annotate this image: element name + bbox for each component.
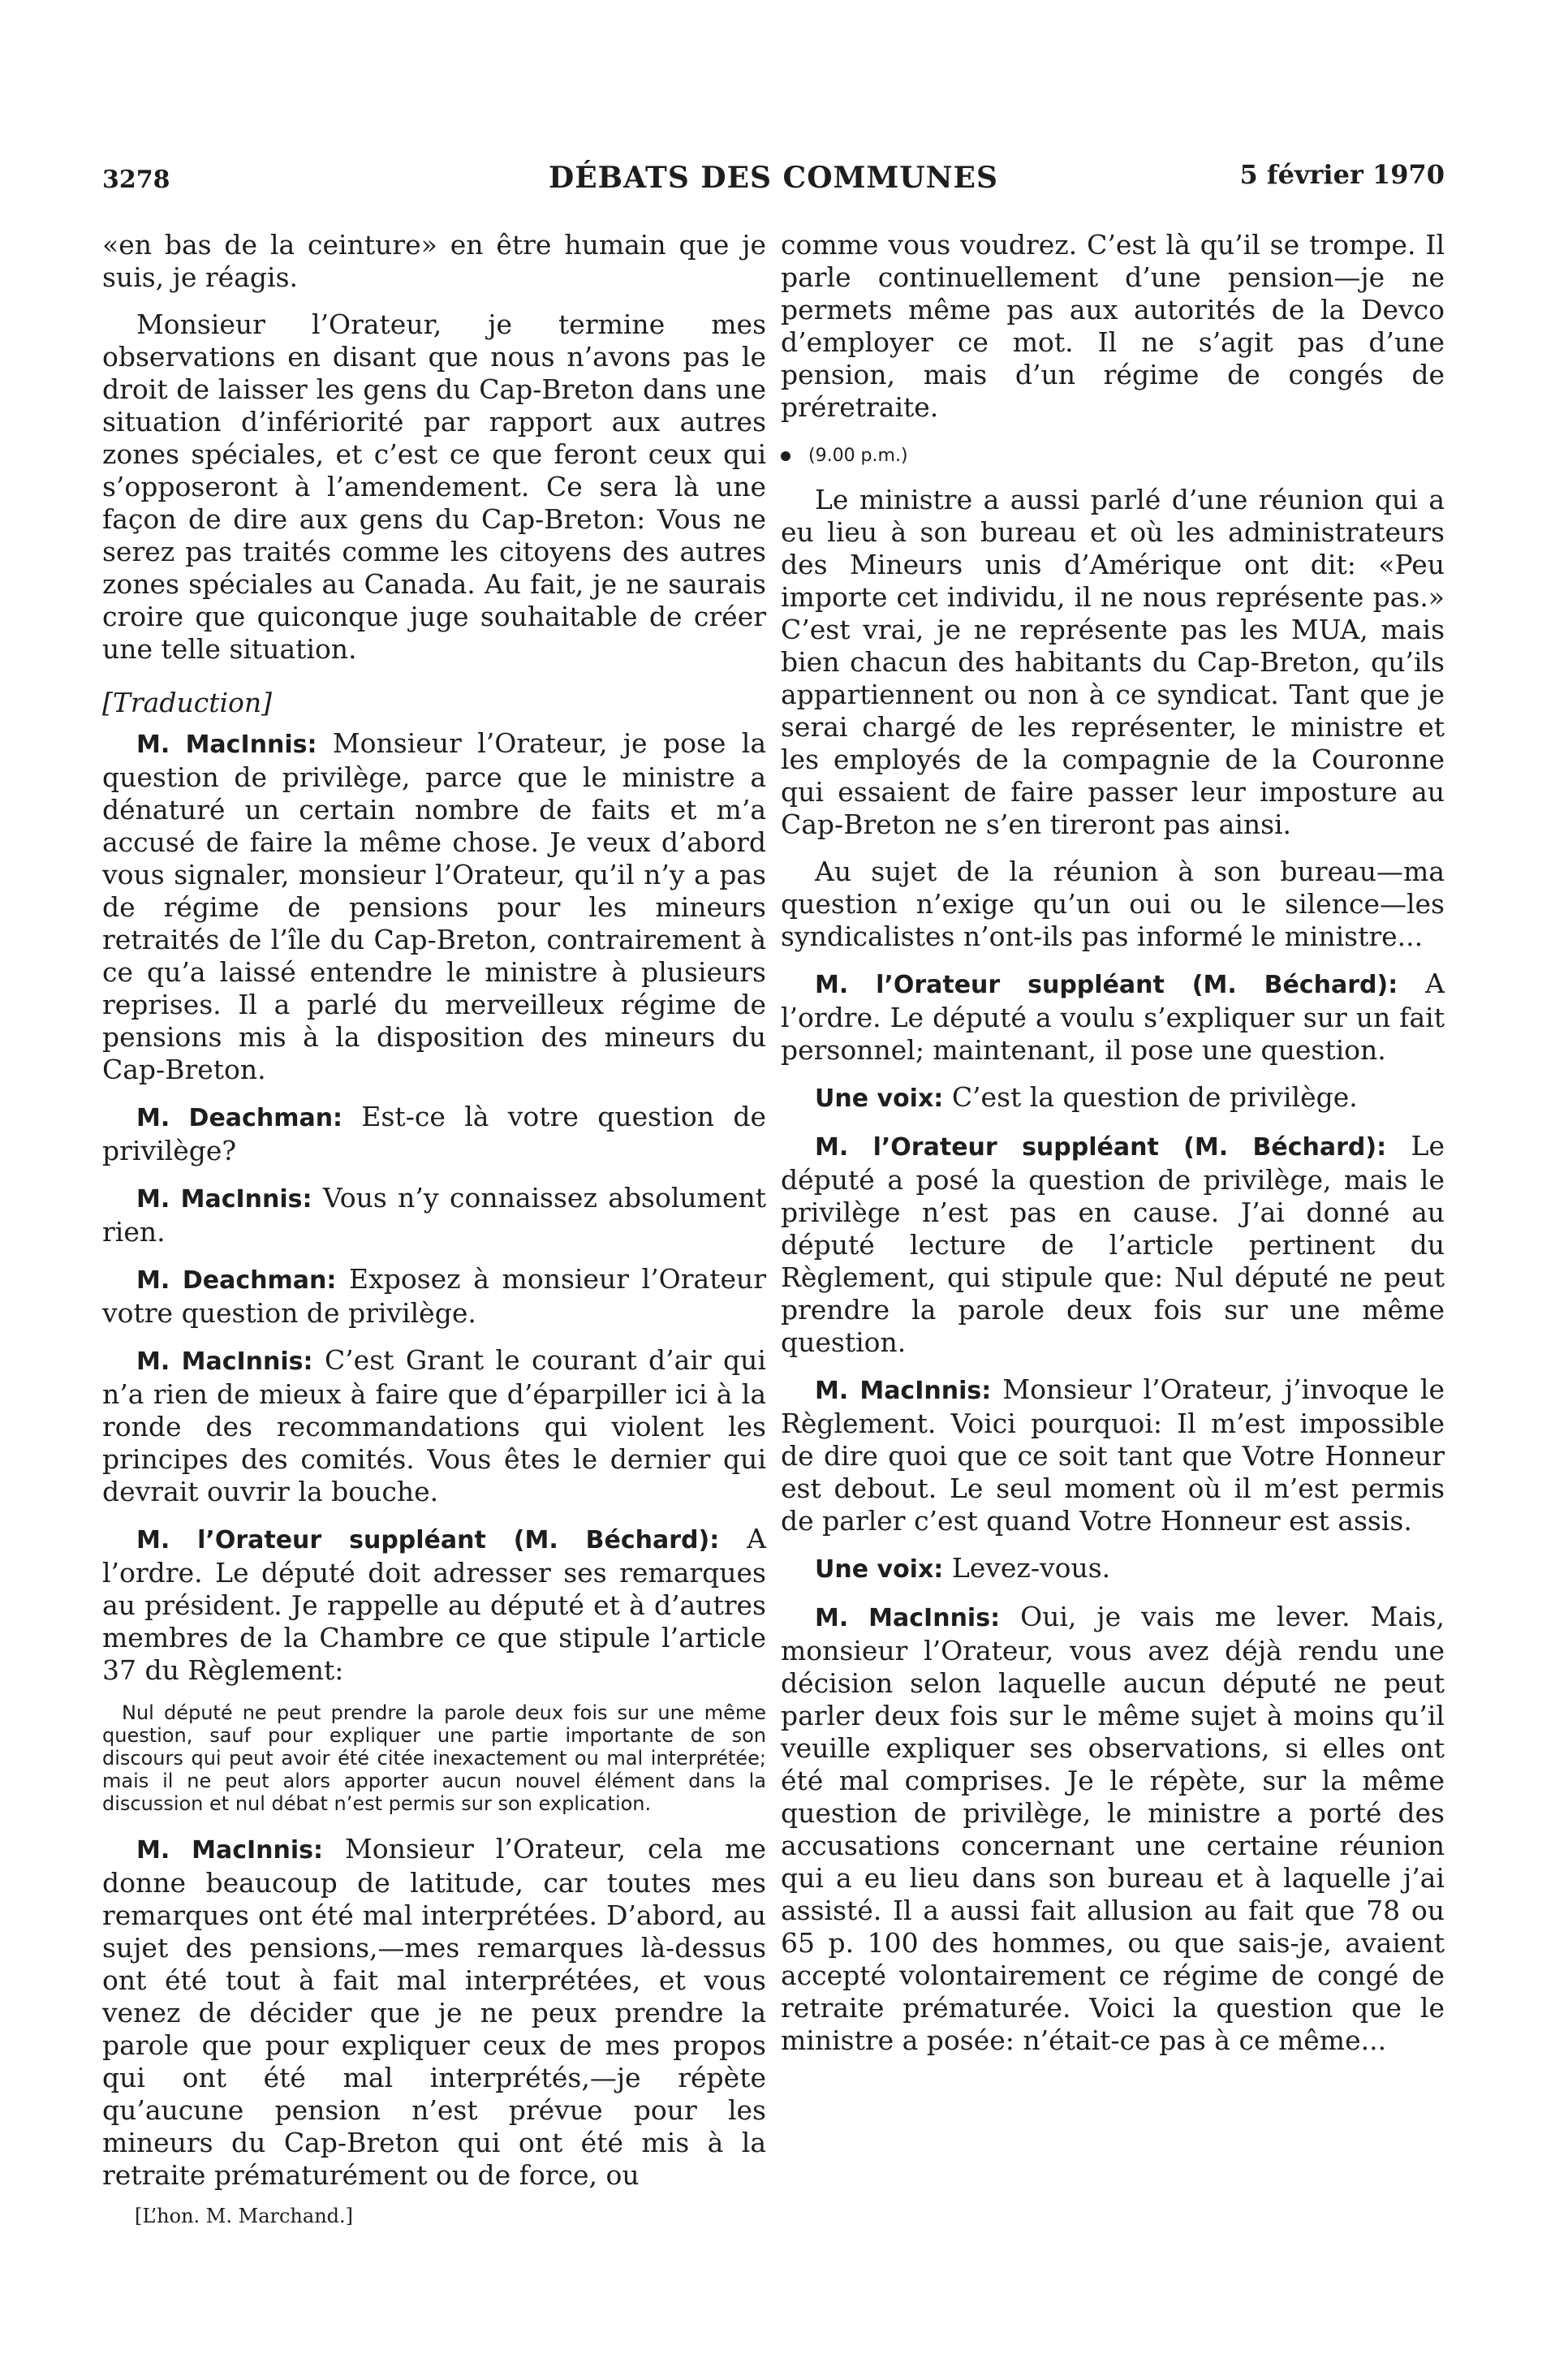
- section-label: [Traduction]: [102, 687, 273, 718]
- speaker: M. Deachman:: [136, 1266, 337, 1295]
- speaker: M. MacInnis:: [136, 1185, 312, 1214]
- speech: [102, 1263, 766, 1330]
- speech-text: A l’ordre. Le député doit adresser ses remarques au président. Je rappelle au député et à d’autres membres de la Chambre ce que stipule l’article 37 du Règlement:: [102, 1523, 766, 1686]
- speaker: M. MacInnis:: [136, 731, 317, 759]
- time-marker: [781, 440, 1445, 472]
- speech: [102, 1344, 766, 1508]
- speech-text: Exposez à monsieur l’Orateur votre question de privilège.: [102, 1263, 767, 1329]
- speaker: M. Deachman:: [136, 1104, 343, 1132]
- speech: [102, 1523, 766, 1687]
- paragraph: Au sujet de la réunion à son bureau—ma question n’exige qu’un oui ou le silence—les syndicalistes n’ont-ils pas informé le ministre...: [781, 856, 1445, 952]
- speaker: M. l’Orateur suppléant (M. Béchard):: [815, 1133, 1387, 1162]
- speech: [102, 727, 766, 1086]
- speech: [102, 1833, 766, 2192]
- speech: [781, 968, 1445, 1067]
- page-footer: [L’hon. M. Marchand.]: [135, 2205, 354, 2227]
- speech-text: Monsieur l’Orateur, je pose la question de privilège, parce que le ministre a dénaturé un certain nombre de faits et m’a accusé de faire la même chose. Je veux d’abord vous signaler, monsieur l’Orateur, qu’il n’y a pas de régime de pensions pour les mineurs retraités de l’île du Cap-Breton, contrairement à ce qu’a laissé entendre le ministre à plusieurs reprises. Il a parlé du merveilleux régime de pensions mis à la disposition des mineurs du Cap-Breton.: [102, 727, 767, 1085]
- speech: [102, 1182, 766, 1248]
- speech-text: Vous n’y connaissez absolument rien.: [102, 1182, 766, 1248]
- bullet-icon: [781, 451, 790, 461]
- page-header: [102, 159, 1445, 208]
- left-column: [102, 229, 766, 2206]
- page-number: 3278: [102, 166, 170, 194]
- speech: [781, 1373, 1445, 1537]
- speaker: Une voix:: [815, 1084, 944, 1113]
- speech: [102, 1101, 766, 1167]
- page-date: 5 février 1970: [1239, 159, 1445, 190]
- speech: [781, 1130, 1445, 1359]
- speech-text: Monsieur l’Orateur, j’invoque le Règlement. Voici pourquoi: Il m’est impossible de dire quoi que ce soit tant que Votre Honneur est debout. Le seul moment où il m’est permis de parler c’est quand Votre Honneur est assis.: [781, 1373, 1445, 1537]
- speech: [781, 1552, 1445, 1586]
- paragraph: Le ministre a aussi parlé d’une réunion qui a eu lieu à son bureau et où les administrateurs des Mineurs unis d’Amérique ont dit: «Peu importe cet individu, il ne nous représente pas.» C’est vrai, je ne représente pas les MUA, mais bien chacun des habitants du Cap-Breton, qu’ils appartiennent ou non à ce syndicat. Tant que je serai chargé de les représenter, le ministre et les employés de la compagnie de la Couronne qui essaient de faire passer leur imposture au Cap-Breton ne s’en tireront pas ainsi.: [781, 484, 1445, 840]
- speech: [781, 1601, 1445, 2057]
- paragraph: «en bas de la ceinture» en être humain que je suis, je réagis.: [102, 229, 766, 293]
- speaker: M. MacInnis:: [815, 1377, 992, 1405]
- speech-text: Levez-vous.: [951, 1552, 1111, 1584]
- paragraph: Monsieur l’Orateur, je termine mes observations en disant que nous n’avons pas le droit de laisser les gens du Cap-Breton dans une situation d’infériorité par rapport aux autres zones spéciales, et c’est ce que feront ceux qui s’opposeront à l’amendement. Ce sera là une façon de dire aux gens du Cap-Breton: Vous ne serez pas traités comme les citoyens des autres zones spéciales au Canada. Au fait, je ne saurais croire que quiconque juge souhaitable de créer une telle situation.: [102, 308, 766, 665]
- speech: [781, 1081, 1445, 1115]
- speaker: M. l’Orateur suppléant (M. Béchard):: [136, 1526, 720, 1554]
- time-text: (9.00 p.m.): [808, 446, 908, 466]
- page-title: DÉBATS DES COMMUNES: [548, 161, 998, 195]
- speaker: M. l’Orateur suppléant (M. Béchard):: [815, 971, 1398, 999]
- speech-text: Le député a posé la question de privilège, mais le privilège n’est pas en cause. J’ai donné au député lecture de l’article pertinent du Règlement, qui stipule que: Nul député ne peut prendre la parole deux fois sur une même question.: [781, 1130, 1445, 1358]
- speech-text: A l’ordre. Le député a voulu s’expliquer sur un fait personnel; maintenant, il pose une question.: [781, 968, 1445, 1066]
- speaker: M. MacInnis:: [136, 1836, 324, 1865]
- speech-text: Oui, je vais me lever. Mais, monsieur l’Orateur, vous avez déjà rendu une décision selon laquelle aucun député ne peut parler deux fois sur le même sujet à moins qu’il veuille expliquer ses observations, si elles ont été mal comprises. Je le répète, sur la même question de privilège, le ministre a porté des accusations concernant une certaine réunion qui a eu lieu dans son bureau et à laquelle j’ai assisté. Il a aussi fait allusion au fait que 78 ou 65 p. 100 des hommes, ou que sais-je, avaient accepté volontairement ce régime de congé de retraite prématurée. Voici la question que le ministre a posée: n’était-ce pas à ce même...: [781, 1601, 1445, 2056]
- speech-text: Est-ce là votre question de privilège?: [102, 1101, 766, 1166]
- speech-text: C’est Grant le courant d’air qui n’a rien de mieux à faire que d’éparpiller ici à la ronde des recommandations qui violent les principes des comités. Vous êtes le dernier qui devrait ouvrir la bouche.: [102, 1344, 766, 1507]
- speaker: M. MacInnis:: [815, 1604, 1001, 1632]
- paragraph: comme vous voudrez. C’est là qu’il se trompe. Il parle continuellement d’une pension—je ne permets même pas aux autorités de la Devco d’employer ce mot. Il ne s’agit pas d’une pension, mais d’un régime de congés de préretraite.: [781, 229, 1445, 423]
- right-column: [781, 229, 1445, 2072]
- speaker: M. MacInnis:: [136, 1347, 313, 1376]
- speaker: Une voix:: [815, 1555, 944, 1584]
- speech-text: C’est la question de privilège.: [951, 1081, 1358, 1113]
- rule-quote: Nul député ne peut prendre la parole deux fois sur une même question, sauf pour expliquer une partie importante de son discours qui peut avoir été citée inexactement ou mal interprétée; mais il ne peut alors apporter aucun nouvel élément dans la discussion et nul débat n’est permis sur son explication.: [102, 1701, 766, 1815]
- speech-text: Monsieur l’Orateur, cela me donne beaucoup de latitude, car toutes mes remarques ont été mal interprétées. D’abord, au sujet des pensions,—mes remarques là-dessus ont été tout à fait mal interprétées, et vous venez de décider que je ne peux prendre la parole que pour expliquer ceux de mes propos qui ont été mal interprétés,—je répète qu’aucune pension n’est prévue pour les mineurs du Cap-Breton qui ont été mis à la retraite prématurément ou de force, ou: [102, 1833, 766, 2191]
